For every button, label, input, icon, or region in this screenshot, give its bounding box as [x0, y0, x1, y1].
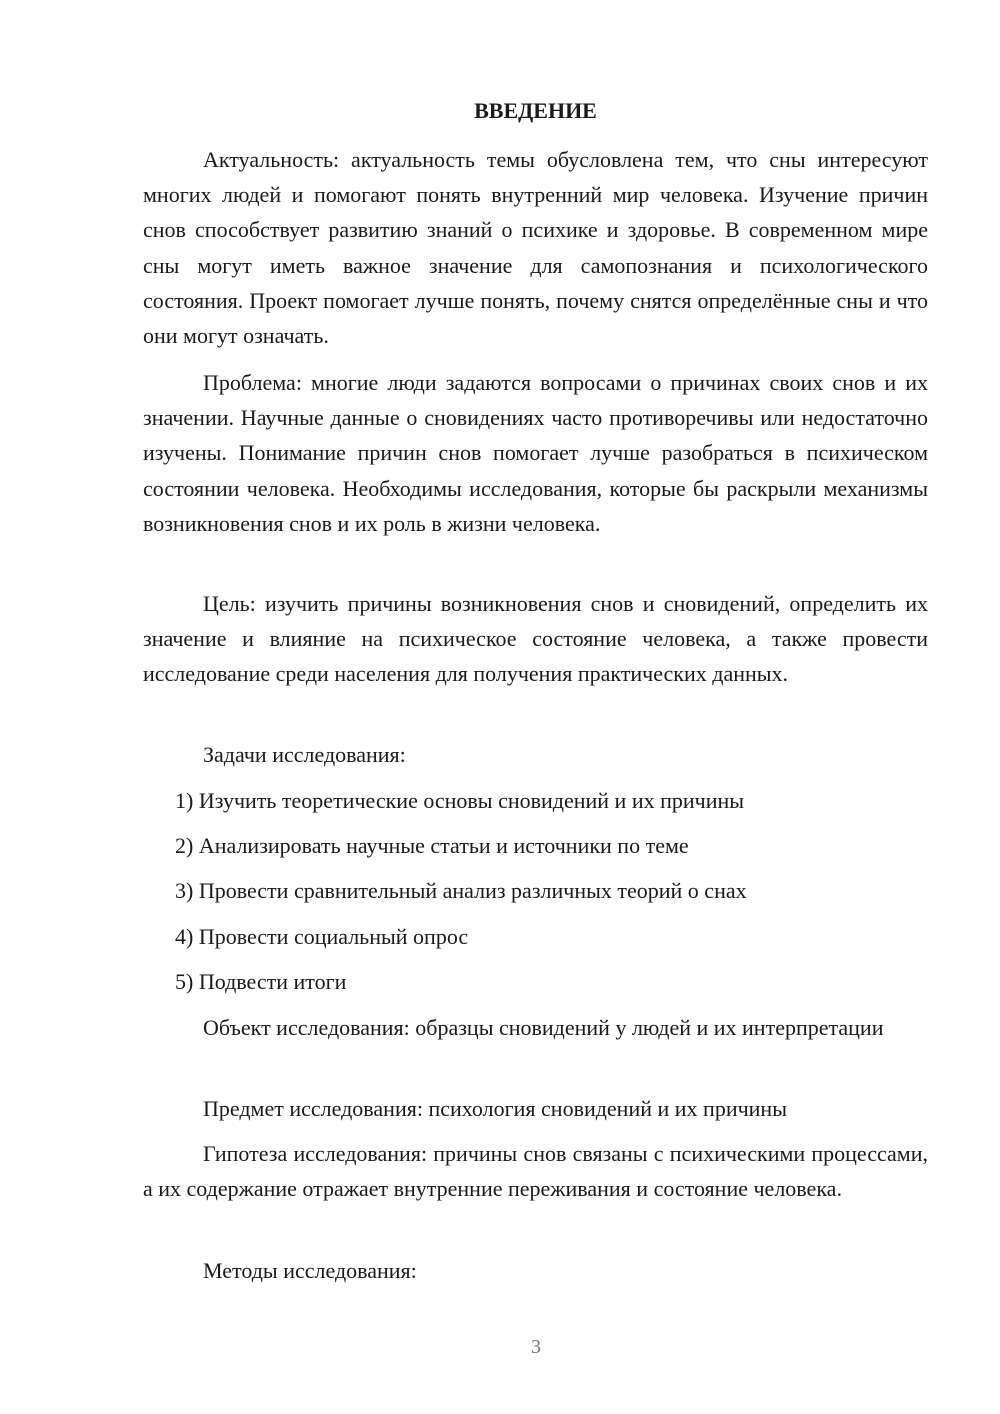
list-item-task-3: 3) Провести сравнительный анализ различных теорий о снах: [175, 878, 747, 903]
page-number: 3: [531, 1336, 541, 1358]
paragraph-object: Объект исследования: образцы сновидений у людей и их интерпретации: [203, 1015, 884, 1040]
methods-heading: Методы исследования:: [203, 1258, 417, 1283]
paragraph-goal: Цель: изучить причины возникновения снов и сновидений, определить их значение и влияние на психическое состояние человека, а также провести исследование среди населения для получения практических данных.: [143, 591, 928, 687]
paragraph-relevance: Актуальность: актуальность темы обусловлена тем, что сны интересуют многих людей и помогают понять внутренний мир человека. Изучение причин снов способствует развитию знаний о психике и здоровье. В современном мире сны могут иметь важное значение для самопознания и психологического состояния. Проект помогает лучше понять, почему снятся определённые сны и что они могут означать.: [143, 147, 928, 349]
list-item-task-2: 2) Анализировать научные статьи и источники по теме: [175, 833, 689, 858]
list-item-task-4: 4) Провести социальный опрос: [175, 924, 469, 949]
list-item-task-1: 1) Изучить теоретические основы сновидений и их причины: [175, 788, 745, 813]
paragraph-hypothesis: Гипотеза исследования: причины снов связаны с психическими процессами, а их содержание отражает внутренние переживания и состояние человека.: [143, 1141, 928, 1202]
page-title: ВВЕДЕНИЕ: [474, 98, 597, 123]
paragraph-problem: Проблема: многие люди задаются вопросами о причинах своих снов и их значении. Научные данные о сновидениях часто противоречивы или недостаточно изучены. Понимание причин снов помогает лучше разобраться в психическом состоянии человека. Необходимы исследования, которые бы раскрыли механизмы возникновения снов и их роль в жизни человека.: [143, 370, 928, 536]
tasks-heading: Задачи исследования:: [203, 742, 406, 767]
paragraph-subject: Предмет исследования: психология сновидений и их причины: [203, 1096, 787, 1121]
list-item-task-5: 5) Подвести итоги: [175, 969, 347, 994]
